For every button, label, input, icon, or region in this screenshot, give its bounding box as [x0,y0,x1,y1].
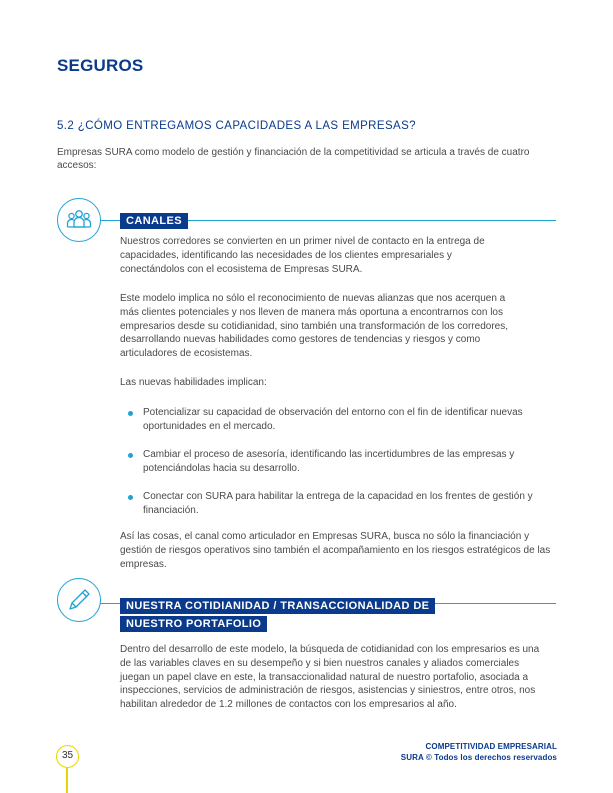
bullet-item-2: Cambiar el proceso de asesoría, identificando las incertidumbres de las empresas y potenciándolas hacia su desarrollo. [143,449,515,474]
canales-paragraph-3: Las nuevas habilidades implican: [120,377,267,388]
pencil-icon [58,579,100,621]
canales-paragraph-1: Nuestros corredores se convierten en un primer nivel de contacto en la entrega de capacidades, identificando las necesidades de los clientes empresariales y conectándolos con el ecosistema de Empresas SURA. [120,236,485,275]
canales-icon-circle [57,198,101,242]
bullet-item-3: Conectar con SURA para habilitar la entrega de la capacidad en los frentes de gestión y financiación. [143,491,533,516]
subheading: 5.2 ¿CÓMO ENTREGAMOS CAPACIDADES A LAS EMPRESAS? [57,120,416,132]
bullet-dot-3 [128,495,133,500]
people-group-icon [58,199,100,241]
page-number: 35 [56,745,79,768]
canales-label: CANALES [120,213,188,229]
footer-text [401,741,557,763]
footer-line-2: SURA © Todos los derechos reservados [400,753,557,762]
canales-paragraph-2: Este modelo implica no sólo el reconocimiento de nuevas alianzas que nos acerquen a más clientes potenciales y nos lleven de manera más oportuna a encontrarnos con los empresarios desde su cotidianidad, sino también una transformación de los corredores, desarrollando nuevas habilidades como gestores de tendencias y riesgos y como articuladores de ecosistemas. [120,293,508,360]
portafolio-label-line-2: NUESTRO PORTAFOLIO [120,616,267,632]
bullet-item-1: Potencializar su capacidad de observación del entorno con el fin de identificar nuevas oportunidades en el mercado. [143,407,523,432]
bullet-dot-2 [128,453,133,458]
section-title: SEGUROS [57,56,144,75]
bullet-dot-1 [128,411,133,416]
portafolio-paragraph: Dentro del desarrollo de este modelo, la búsqueda de cotidianidad con los empresarios es una de las variables claves en su desempeño y si bien nuestros canales y aliados comerciales juegan un papel clave en este, la transaccionalidad natural de nuestro portafolio, asociada a inspecciones, servicios de administración de riesgos, asistencias y siniestros, entre otros, nos habilitan alrededor de 1.2 millones de contactos con los empresarios al año. [120,644,540,711]
canales-closing: Así las cosas, el canal como articulador en Empresas SURA, busca no sólo la financiación y gestión de riesgos operativos sino también el acompañamiento en los riesgos estratégicos de las empresas. [120,531,551,570]
portafolio-label-block [120,596,435,632]
intro-paragraph: Empresas SURA como modelo de gestión y financiación de la competitividad se articula a través de cuatro accesos: [57,147,530,171]
portafolio-icon-circle [57,578,101,622]
page-number-stem [66,768,68,793]
portafolio-label-line-1: NUESTRA COTIDIANIDAD / TRANSACCIONALIDAD DE [120,598,435,614]
footer-line-1: COMPETITIVIDAD EMPRESARIAL [425,742,557,751]
